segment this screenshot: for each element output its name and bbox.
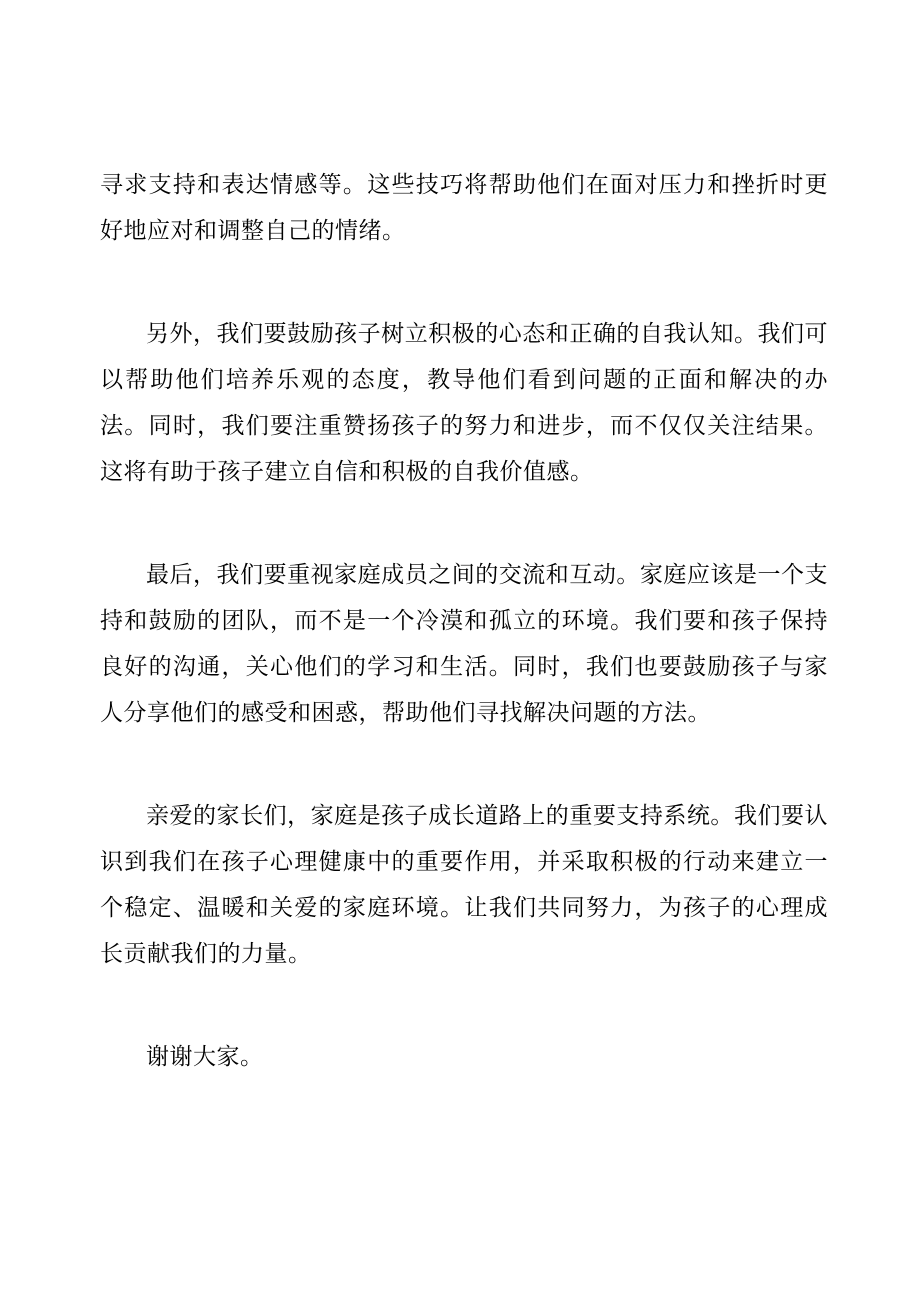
paragraph: 最后，我们要重视家庭成员之间的交流和互动。家庭应该是一个支持和鼓励的团队，而不是一个冷漠和孤立的环境。我们要和孩子保持良好的沟通，关心他们的学习和生活。同时，我们也要鼓励孩子与家人分享他们的感受和困惑，帮助他们寻找解决问题的方法。 [100,562,828,725]
paragraph-closing: 谢谢大家。 [146,1044,264,1069]
paragraph: 寻求支持和表达情感等。这些技巧将帮助他们在面对压力和挫折时更好地应对和调整自己的情绪。 [100,172,828,243]
paragraph: 亲爱的家长们，家庭是孩子成长道路上的重要支持系统。我们要认识到我们在孩子心理健康中的重要作用，并采取积极的行动来建立一个稳定、温暖和关爱的家庭环境。让我们共同努力，为孩子的心理成长贡献我们的力量。 [100,803,828,966]
paragraph: 另外，我们要鼓励孩子树立积极的心态和正确的自我认知。我们可以帮助他们培养乐观的态度，教导他们看到问题的正面和解决的办法。同时，我们要注重赞扬孩子的努力和进步，而不仅仅关注结果。这将有助于孩子建立自信和积极的自我价值感。 [100,321,828,484]
